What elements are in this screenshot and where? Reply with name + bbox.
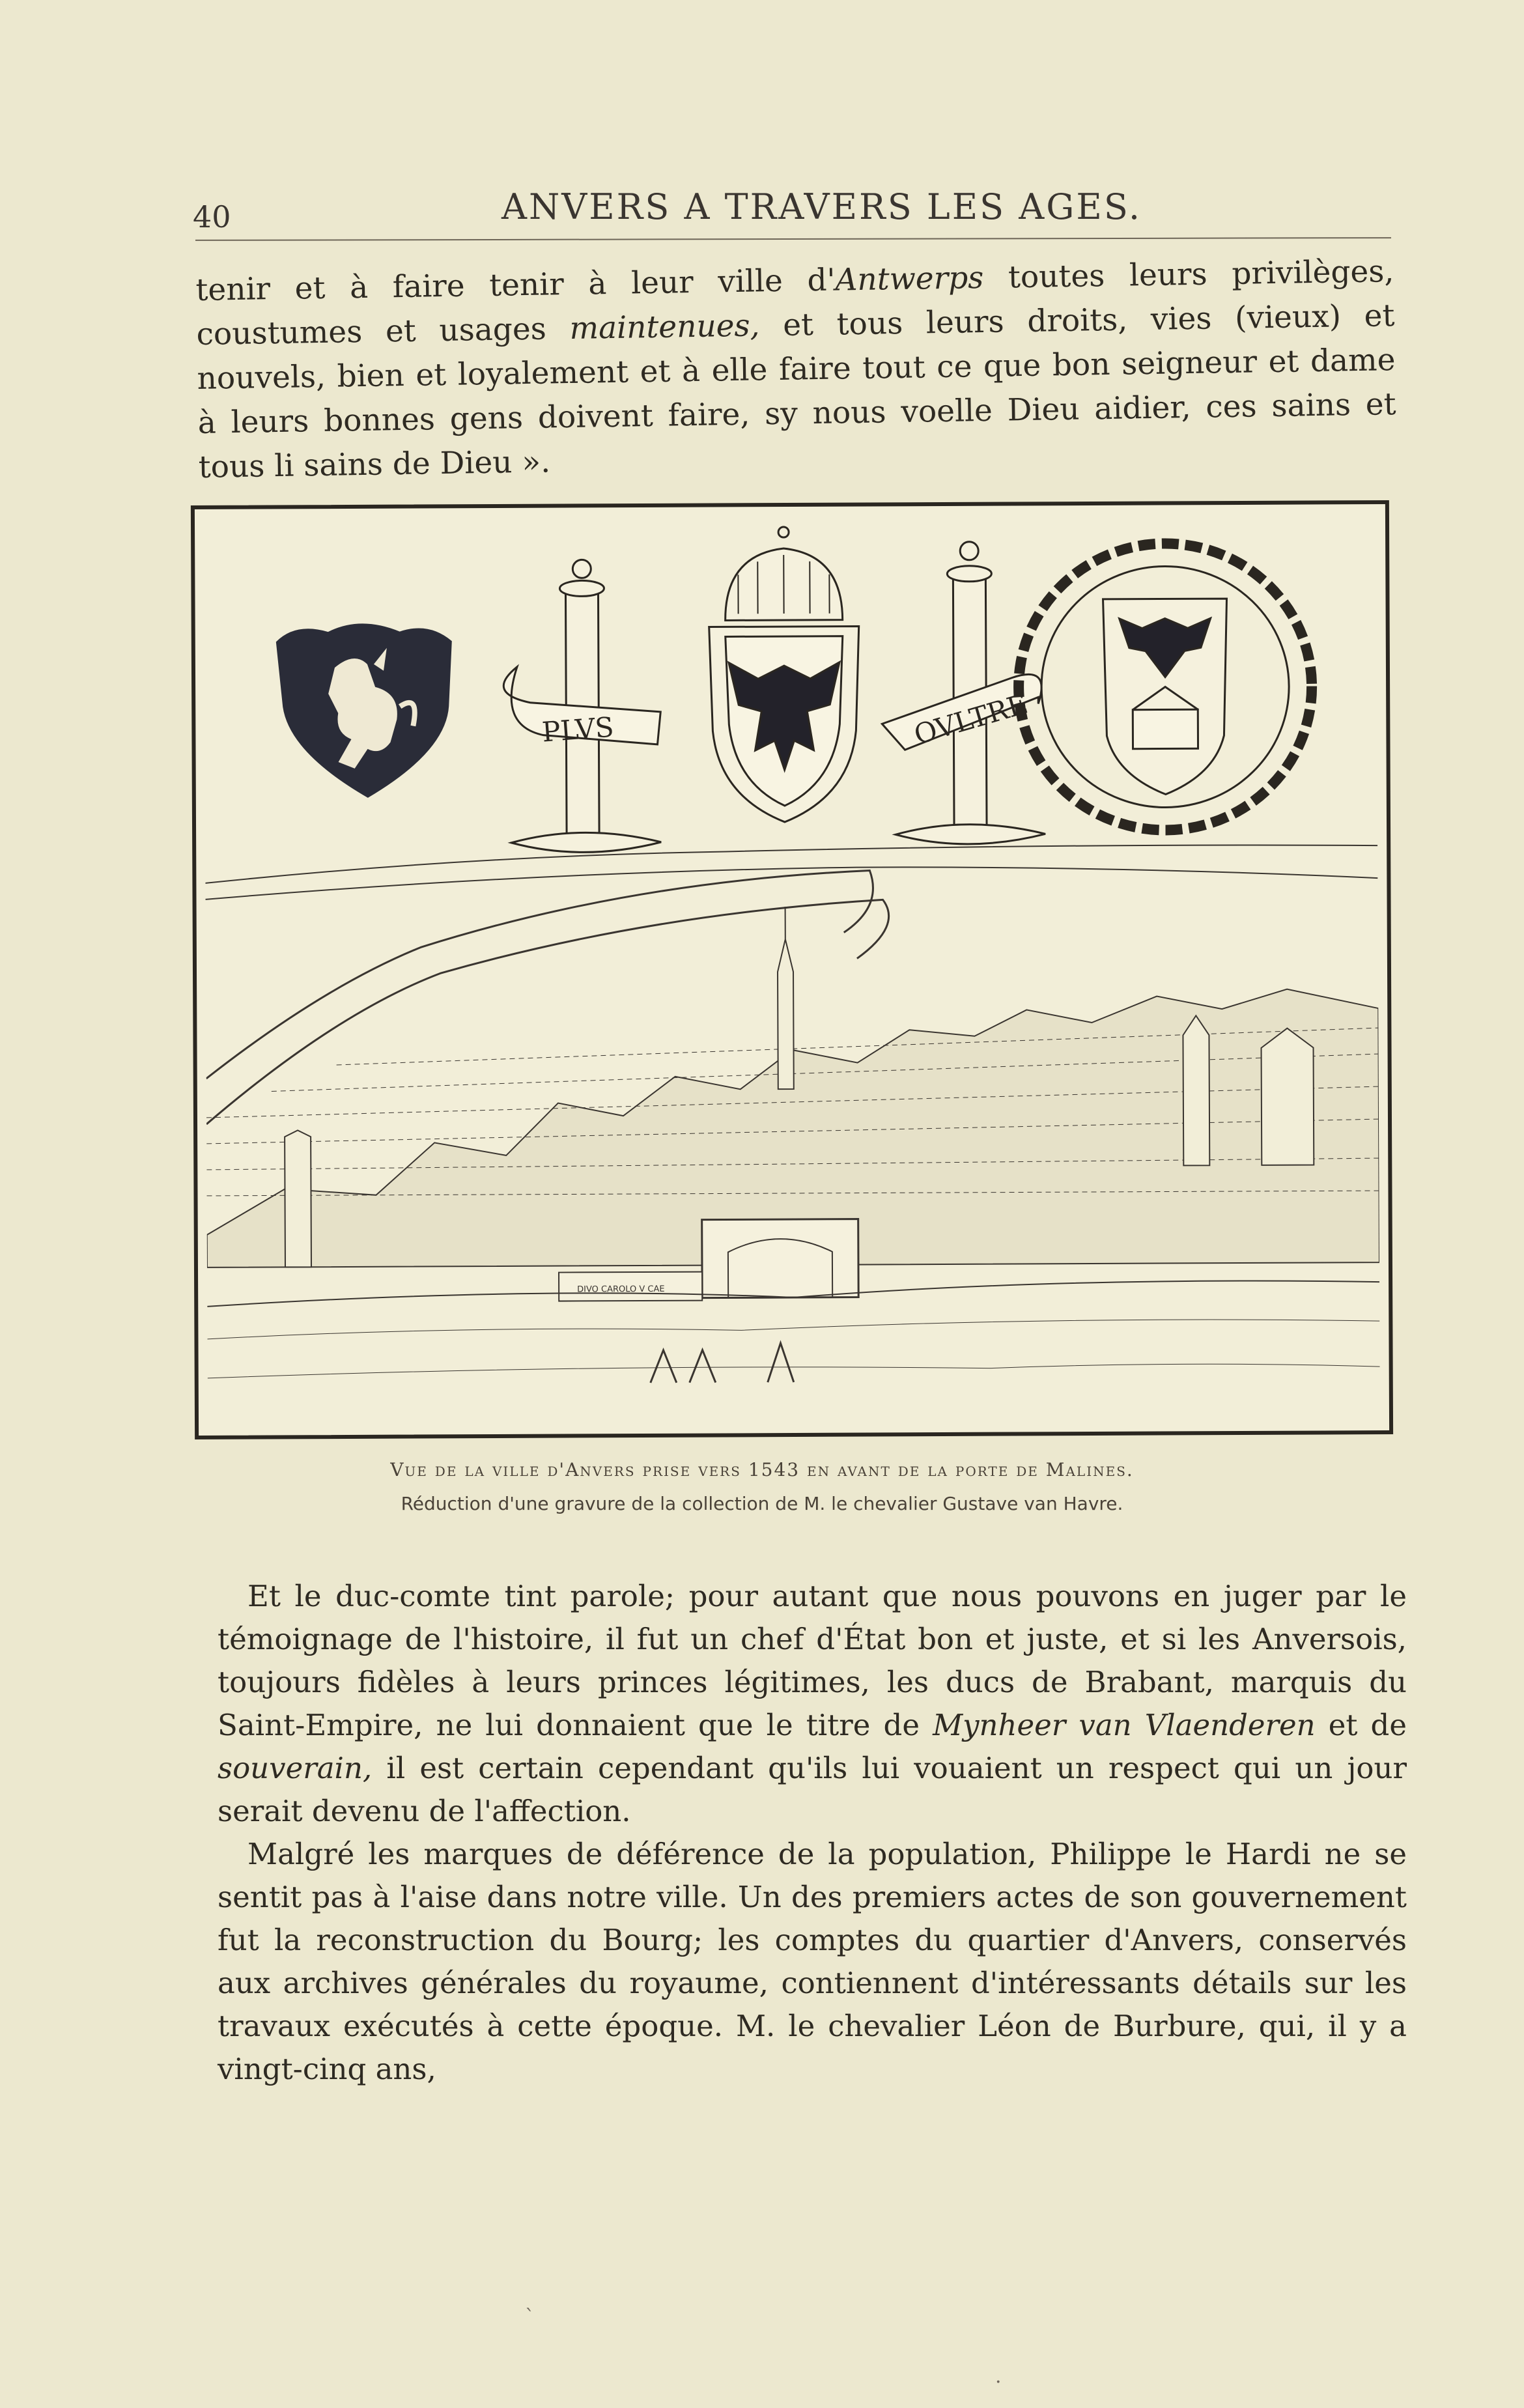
top-text-3: et tous leurs droits, vies (vieux) et nouvels, bien et loyalement et à elle faire tout ce que bon seigneur et dame à leurs bonnes gens doivent faire, sy nous voelle Dieu aidier, ces sains et tous li sains de Dieu ».	[197, 298, 1396, 485]
rose-wreath-crest-icon	[1018, 543, 1312, 831]
p1-text-c: et de	[1315, 1708, 1407, 1742]
body-text	[218, 1575, 1407, 2091]
engraving-figure	[191, 500, 1393, 1439]
body-paragraph-2: Malgré les marques de déférence de la population, Philippe le Hardi ne se sentit pas à l'aise dans notre ville. Un des premiers actes de son gouvernement fut la reconstruction du Bourg; les comptes du quartier d'Anvers, conservés aux archives générales du royaume, contiennent d'intéressants détails sur les travaux exécutés à cette époque. M. le chevalier Léon de Burbure, qui, il y a vingt-cinq ans,	[218, 1837, 1407, 2086]
paper-speck: ˋ	[525, 2306, 535, 2329]
top-text-1: tenir et à faire tenir à leur ville d'	[195, 262, 836, 308]
column-left-icon	[503, 560, 661, 853]
p1-text-e: il est certain cependant qu'ils lui vouaient un respect qui un jour serait devenu de l'affection.	[218, 1751, 1407, 1828]
imperial-eagle-crest-icon	[709, 527, 860, 823]
top-text-antwerps: Antwerps	[835, 259, 984, 298]
top-paragraph	[195, 249, 1397, 490]
banner-plus-text: PLVS	[541, 711, 615, 748]
p1-text-a: Et le duc-comte tint parole; pour autant que nous pouvons en juger par le témoignage de l'histoire, il fut un chef d'État bon et juste, et si les Anversois, toujours fidèles à leurs princes légitimes, les ducs de Brabant, marquis du Saint-Empire, ne lui donnaient que le titre de	[218, 1579, 1407, 1742]
lion-shield-icon	[276, 623, 453, 799]
banner-oultre-text: OVLTRE	[910, 687, 1032, 751]
header-rule	[195, 237, 1391, 241]
paper-speck: ·	[995, 2371, 1002, 2394]
running-title: ANVERS A TRAVERS LES AGES.	[501, 186, 1142, 227]
figure-caption-title: Vue de la ville d'Anvers prise vers 1543 en avant de la porte de Malines.	[390, 1459, 1134, 1480]
engraving-illustration	[204, 513, 1380, 1426]
body-paragraph-1	[218, 1575, 1407, 1833]
top-text-maintenues: maintenues,	[569, 307, 760, 347]
top-text-2: toutes leurs privilèges, coustumes et usages	[196, 253, 1394, 352]
p1-souverain: souverain,	[218, 1751, 373, 1785]
page-number: 40	[193, 199, 231, 234]
city-panorama-illustration	[205, 844, 1380, 1385]
figure-caption-subtitle: Réduction d'une gravure de la collection de M. le chevalier Gustave van Havre.	[401, 1493, 1123, 1514]
p1-mynheer: Mynheer van Vlaenderen	[933, 1708, 1316, 1742]
gate-inscription-text: DIVO CAROLO V CAE	[577, 1284, 665, 1295]
